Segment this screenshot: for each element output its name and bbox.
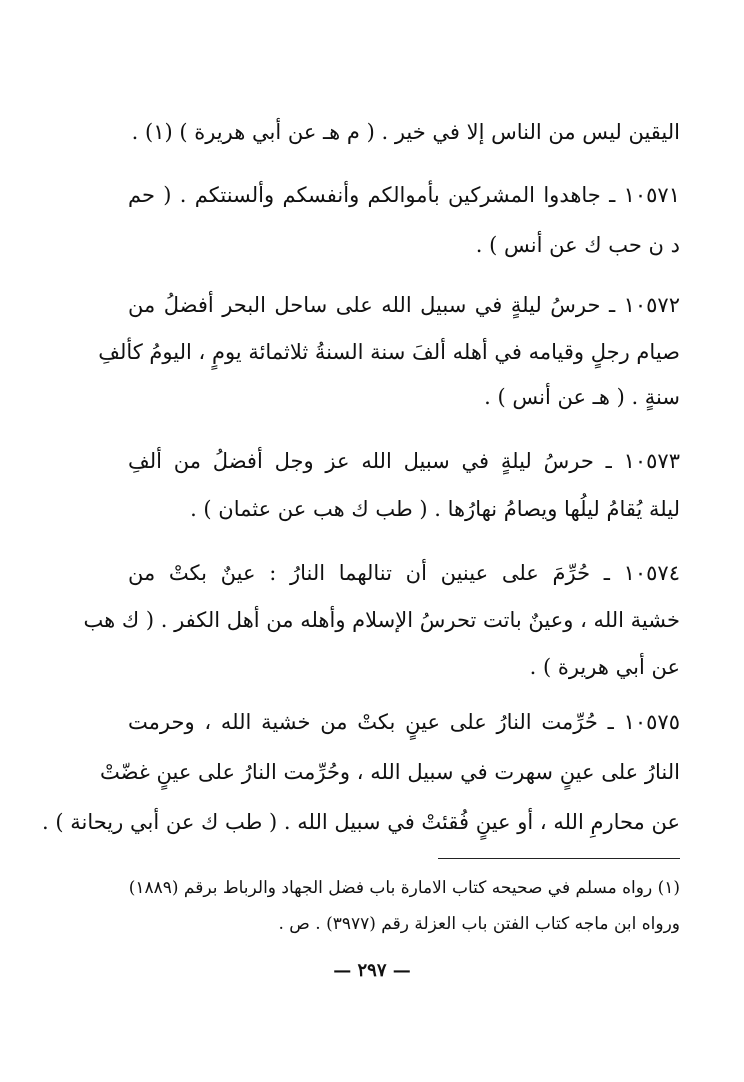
hadith-10571-line-1: ١٠٥٧١ ـ جاهدوا المشركين بأموالكم وأنفسكم وألسنتكم . ( حم (128, 183, 680, 207)
footnote-line-1: (١) رواه مسلم في صحيحه كتاب الامارة باب فضل الجهاد والرباط برقم (١٨٨٩) (128, 878, 680, 898)
footnote-divider (438, 858, 680, 859)
hadith-10575-line-2: النارُ على عينٍ سهرت في سبيل الله ، وحُرِّمت النارُ على عينٍ غضّتْ (100, 760, 680, 784)
hadith-10573-line-2: ليلة يُقامُ ليلُها ويصامُ نهارُها . ( طب ك هب عن عثمان ) . (190, 497, 680, 521)
hadith-10574-line-1: ١٠٥٧٤ ـ حُرِّمَ على عينين أن تنالهما النارُ : عينٌ بكتْ من (128, 561, 680, 585)
hadith-10572-line-2: صيام رجلٍ وقيامه في أهله ألفَ سنة السنةُ ثلاثمائة يومٍ ، اليومُ كألفِ (98, 340, 680, 364)
hadith-10572-line-1: ١٠٥٧٢ ـ حرسُ ليلةٍ في سبيل الله على ساحل البحر أفضلُ من (128, 293, 680, 317)
hadith-10571-line-2: د ن حب ك عن أنس ) . (475, 233, 680, 257)
hadith-10574-line-2: خشية الله ، وعينٌ باتت تحرسُ الإسلام وأهله من أهل الكفر . ( ك هب (83, 608, 680, 632)
hadith-10573-line-1: ١٠٥٧٣ ـ حرسُ ليلةٍ في سبيل الله عز وجل أفضلُ من ألفِ (128, 449, 680, 473)
hadith-10575-line-1: ١٠٥٧٥ ـ حُرِّمت النارُ على عينٍ بكتْ من خشية الله ، وحرمت (128, 710, 680, 734)
hadith-10574-line-3: عن أبي هريرة ) . (529, 655, 680, 679)
hadith-10572-line-3: سنةٍ . ( هـ عن أنس ) . (484, 385, 680, 409)
text-line-1: اليقين ليس من الناس إلا في خير . ( م هـ عن أبي هريرة ) (١) . (131, 120, 680, 144)
page-number: — ٢٩٧ — (333, 960, 411, 981)
hadith-10575-line-3: عن محارمِ الله ، أو عينٍ فُقئتْ في سبيل الله . ( طب ك عن أبي ريحانة ) . (42, 810, 680, 834)
footnote-line-2: ورواه ابن ماجه كتاب الفتن باب العزلة رقم (٣٩٧٧) . ص . (278, 914, 680, 934)
